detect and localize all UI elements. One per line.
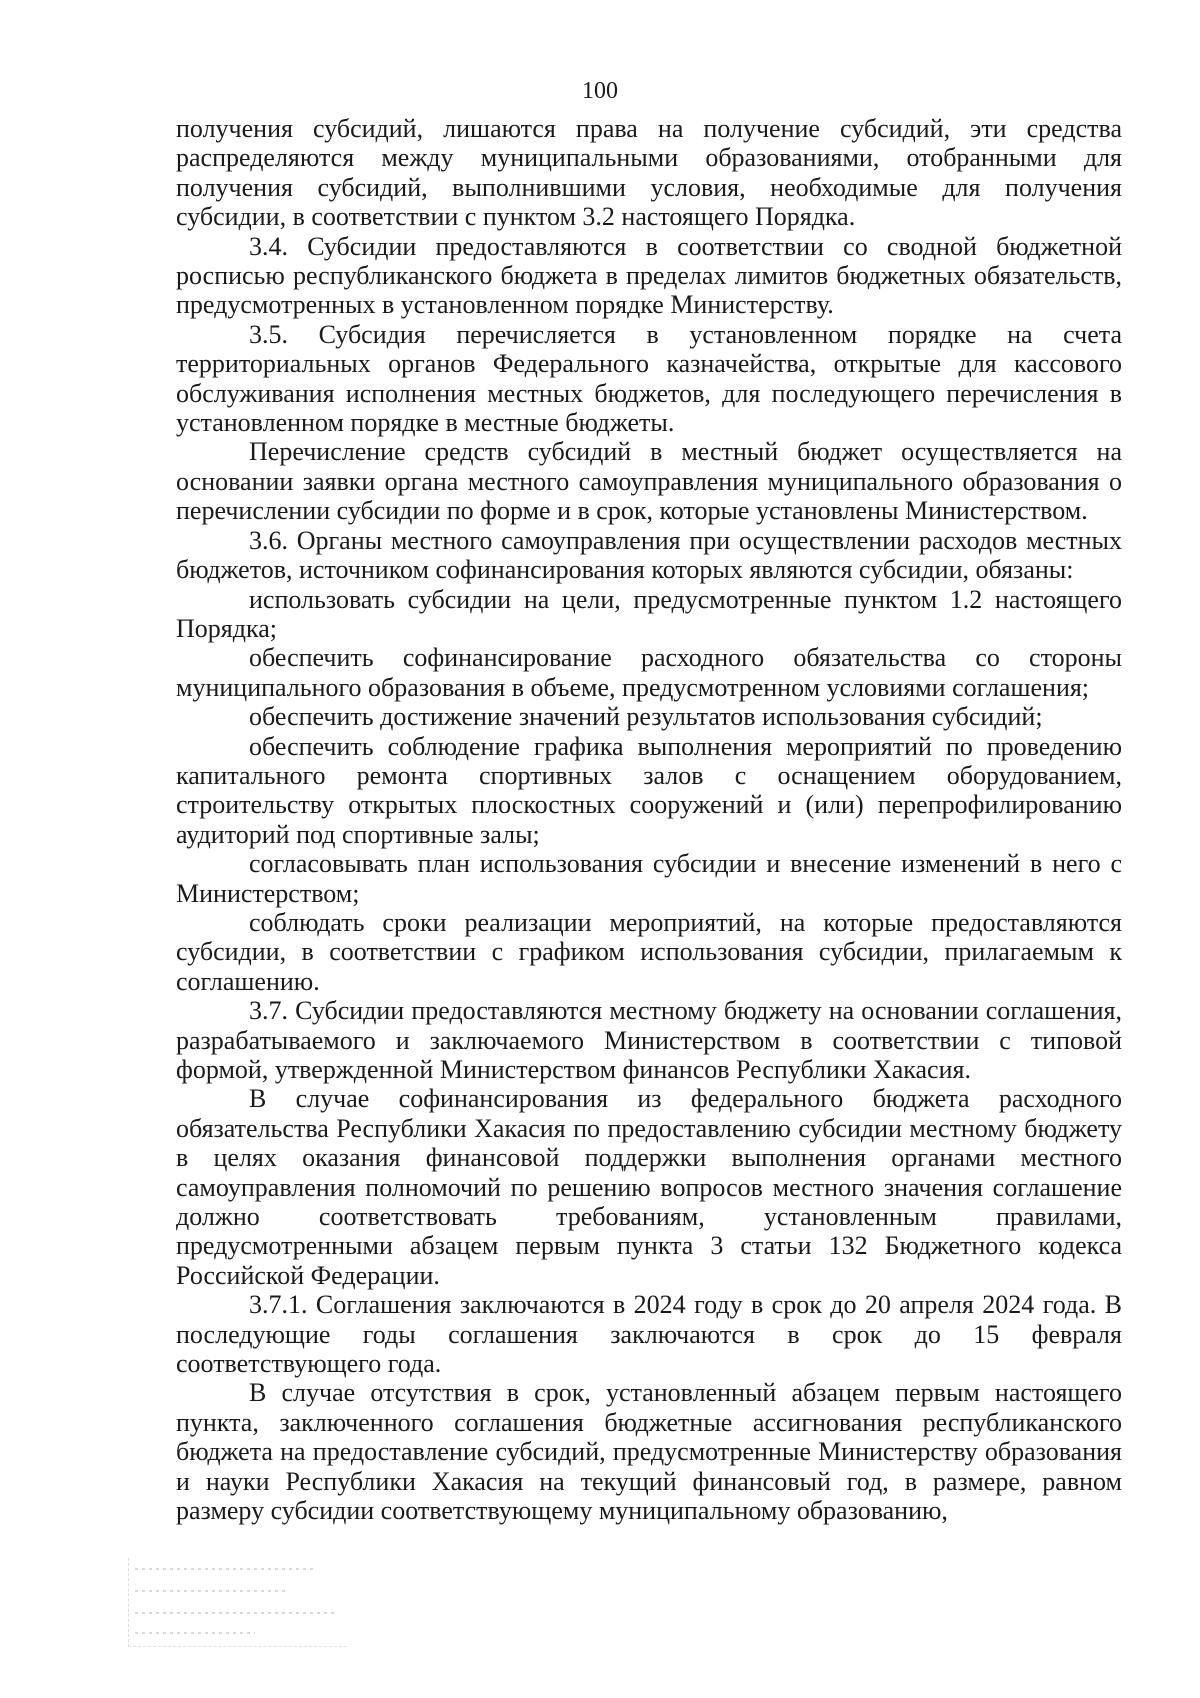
faded-stamp: [128, 1558, 347, 1647]
document-body: [176, 114, 1122, 1526]
page-number: 100: [582, 78, 618, 104]
paragraph-3-7: 3.7. Субсидии предоставляются местному бюджету на основании соглашения, разрабатываемого и заключаемого Министерством в соответствии с типовой формой, утвержденной Министерством финансов Республики Хакасия.: [176, 996, 1122, 1084]
obligation-item: использовать субсидии на цели, предусмотренные пунктом 1.2 настоящего Порядка;: [176, 584, 1122, 643]
obligation-item: согласовывать план использования субсидии и внесение изменений в него с Министерством;: [176, 849, 1122, 908]
obligation-item: обеспечить достижение значений результатов использования субсидий;: [249, 702, 1043, 732]
paragraph-absence: В случае отсутствия в срок, установленный абзацем первым настоящего пункта, заключенного соглашения бюджетные ассигнования республиканского бюджета на предоставление субсидий, предусмотренные Министерству образования и науки Республики Хакасия на текущий финансовый год, в размере, равном размеру субсидии соответствующему муниципальному образованию,: [176, 1378, 1122, 1526]
obligation-item: обеспечить софинансирование расходного обязательства со стороны муниципального образования в объеме, предусмотренном условиями соглашения;: [176, 643, 1122, 702]
obligation-item: обеспечить соблюдение графика выполнения мероприятий по проведению капитального ремонта спортивных залов с оснащением оборудованием, строительству открытых плоскостных сооружений и (или) перепрофилированию аудиторий под спортивные залы;: [176, 731, 1122, 849]
paragraph-3-6: 3.6. Органы местного самоуправления при осуществлении расходов местных бюджетов, источником софинансирования которых являются субсидии, обязаны:: [176, 525, 1122, 585]
paragraph-continuation: получения субсидий, лишаются права на получение субсидий, эти средства распределяются между муниципальными образованиями, отобранными для получения субсидий, выполнившими условия, необходимые для получения субсидии, в соответствии с пунктом 3.2 настоящего Порядка.: [176, 114, 1122, 232]
paragraph-3-5: 3.5. Субсидия перечисляется в установленном порядке на счета территориальных органов Федерального казначейства, открытые для кассового обслуживания исполнения местных бюджетов, для последующего перечисления в установленном порядке в местные бюджеты.: [176, 319, 1122, 438]
paragraph-3-4: 3.4. Субсидии предоставляются в соответствии со сводной бюджетной росписью республиканского бюджета в пределах лимитов бюджетных обязательств, предусмотренных в установленном порядке Министерству.: [176, 231, 1122, 320]
paragraph-cofinancing: В случае софинансирования из федерального бюджета расходного обязательства Республики Хакасия по предоставлению субсидии местному бюджету в целях оказания финансовой поддержки выполнения органами местного самоуправления полномочий по решению вопросов местного значения соглашение должно соответствовать требованиям, установленным правилами, предусмотренными абзацем первым пункта 3 статьи 132 Бюджетного кодекса Российской Федерации.: [176, 1084, 1122, 1290]
paragraph-3-7-1: 3.7.1. Соглашения заключаются в 2024 году в срок до 20 апреля 2024 года. В последующие годы соглашения заключаются в срок до 15 февраля соответствующего года.: [176, 1290, 1122, 1379]
paragraph-transfer: Перечисление средств субсидий в местный бюджет осуществляется на основании заявки органа местного самоуправления муниципального образования о перечислении субсидии по форме и в срок, которые установлены Министерством.: [176, 437, 1122, 526]
obligation-item: соблюдать сроки реализации мероприятий, на которые предоставляются субсидии, в соответствии с графиком использования субсидии, прилагаемым к соглашению.: [176, 907, 1122, 996]
